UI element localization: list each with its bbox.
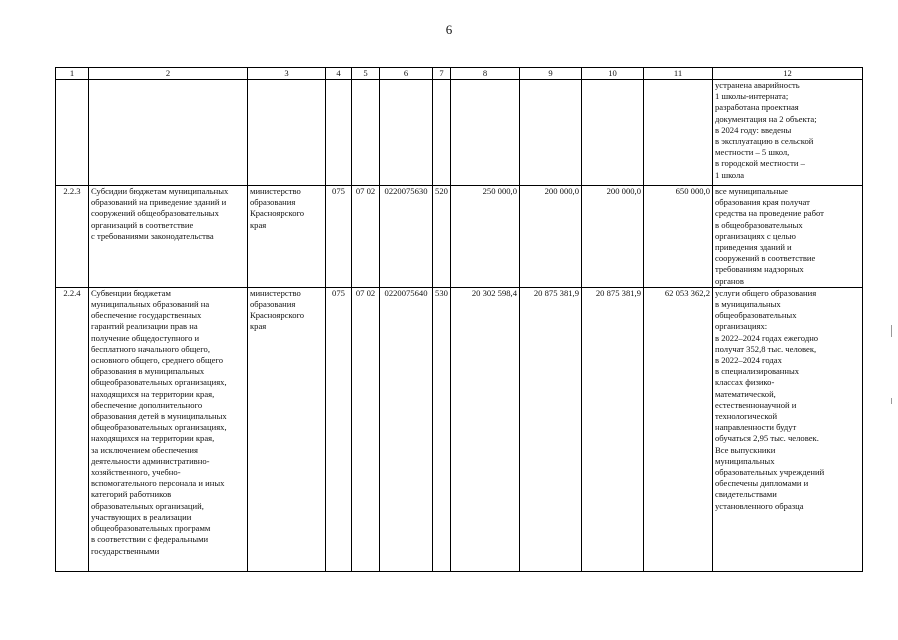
col-header-5: 5 [352, 68, 380, 80]
amount-2022: 20 302 598,4 [451, 287, 520, 571]
grbs-code: 075 [326, 186, 352, 288]
amount-total: 62 053 362,2 [644, 287, 713, 571]
page-number: 6 [445, 22, 453, 37]
amount-total: 650 000,0 [644, 186, 713, 288]
measure-name: Субсидии бюджетам муниципальных образований на приведение зданий и сооружений общеобразовательных организаций в соответствие с требованиями законодательства [89, 186, 248, 288]
vr-code: 520 [433, 186, 451, 288]
table-row [56, 186, 863, 288]
program-measures-table [55, 67, 863, 572]
executor: министерство образования Красноярского края [248, 186, 326, 288]
column-number-row [56, 68, 863, 80]
rzpr-code: 07 02 [352, 186, 380, 288]
vr-code: 530 [433, 287, 451, 571]
col-header-11: 11 [644, 68, 713, 80]
col-header-6: 6 [380, 68, 433, 80]
scan-artifact [891, 325, 892, 337]
col-header-8: 8 [451, 68, 520, 80]
grbs-code: 075 [326, 287, 352, 571]
csr-code: 0220075630 [380, 186, 433, 288]
col-header-7: 7 [433, 68, 451, 80]
result-cell: устранена аварийность 1 школы-интерната; разработана проектная документация на 2 объекта; в 2024 году: введены в эксплуатацию в сельской местности – 5 школ, в городской местности – 1 школа [713, 80, 863, 186]
col-header-9: 9 [520, 68, 582, 80]
csr-code: 0220075640 [380, 287, 433, 571]
col-header-10: 10 [582, 68, 644, 80]
result-cell: все муниципальные образования края получат средства на проведение работ в общеобразовательных организациях с целью приведения зданий и сооружений в соответствие требованиям надзорных органов [713, 186, 863, 288]
table-row [56, 287, 863, 571]
amount-2023: 200 000,0 [520, 186, 582, 288]
measure-name: Субвенции бюджетам муниципальных образований на обеспечение государственных гарантий реализации прав на получение общедоступного и бесплатного начального общего, основного общего, среднего общего образования в муниципальных общеобразовательных организациях, находящихся на территории края, обеспечение дополнительного образования детей в муниципальных общеобразовательных организациях, находящихся на территории края, за исключением обеспечения деятельности административно- хозяйственного, учебно- вспомогательного персонала и иных категорий работников образовательных организаций, участвующих в реализации общеобразовательных программ в соответствии с федеральными государственными [89, 287, 248, 571]
col-header-3: 3 [248, 68, 326, 80]
amount-2023: 20 875 381,9 [520, 287, 582, 571]
col-header-1: 1 [56, 68, 89, 80]
result-cell: услуги общего образования в муниципальных общеобразовательных организациях: в 2022–2024 годах ежегодно получат 352,8 тыс. человек, в 2022–2024 годах в специализированных классах физико- математической, естественнонаучной и технологической направленности будут обучаться 2,95 тыс. человек. Все выпускники муниципальных образовательных учреждений обеспечены дипломами и свидетельствами установленного образца [713, 287, 863, 571]
rzpr-code: 07 02 [352, 287, 380, 571]
col-header-12: 12 [713, 68, 863, 80]
amount-2024: 200 000,0 [582, 186, 644, 288]
row-number: 2.2.4 [56, 287, 89, 571]
amount-2022: 250 000,0 [451, 186, 520, 288]
table-row-continuation [56, 80, 863, 186]
col-header-4: 4 [326, 68, 352, 80]
col-header-2: 2 [89, 68, 248, 80]
scan-artifact [891, 398, 892, 404]
amount-2024: 20 875 381,9 [582, 287, 644, 571]
executor: министерство образования Красноярского края [248, 287, 326, 571]
row-number: 2.2.3 [56, 186, 89, 288]
